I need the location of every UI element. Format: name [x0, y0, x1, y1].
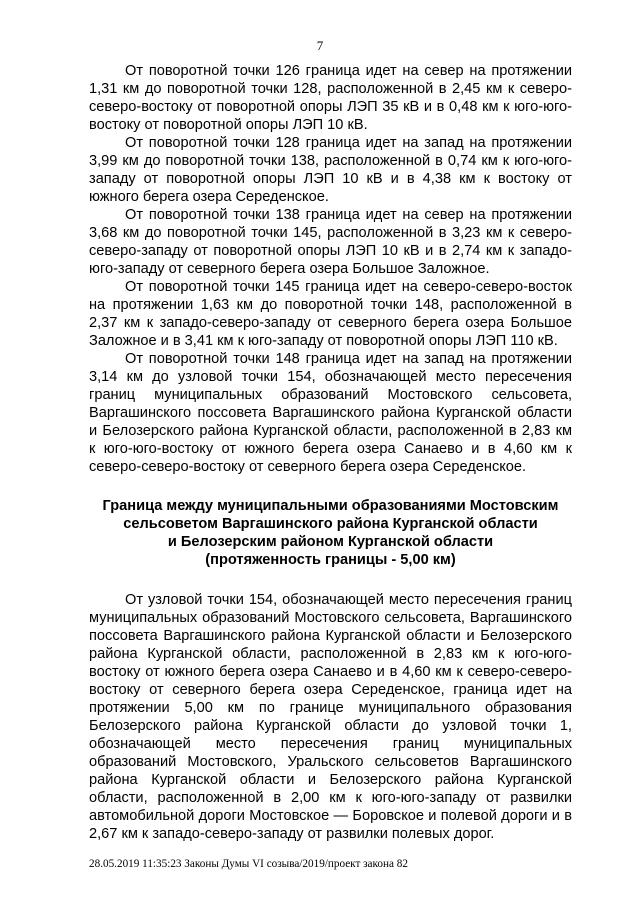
section-heading-line: сельсоветом Варгашинского района Курганской области — [123, 516, 538, 532]
paragraph: От поворотной точки 126 граница идет на север на протяжении 1,31 км до поворотной точки 128, расположенной в 2,45 км к северо-северо-востоку от поворотной опоры ЛЭП 35 кВ и в 0,48 км к юго-юго-востоку от поворотной опоры ЛЭП 10 кВ. — [89, 63, 572, 133]
paragraph: От поворотной точки 145 граница идет на северо-северо-восток на протяжении 1,63 км до поворотной точки 148, расположенной в 2,37 км к западо-северо-западу от северного берега озера Большое Заложное и в 3,41 км к юго-западу от поворотной опоры ЛЭП 110 кВ. — [89, 279, 572, 349]
section-heading-line: (протяженность границы - 5,00 км) — [205, 552, 456, 568]
section-heading-line: и Белозерским районом Курганской области — [167, 534, 494, 550]
paragraph: От поворотной точки 128 граница идет на запад на протяжении 3,99 км до поворотной точки 138, расположенной в 0,74 км к юго-юго-западу от поворотной опоры ЛЭП 10 кВ и в 4,38 км к востоку от южного берега озера Середенское. — [89, 135, 572, 205]
document-footer: 28.05.2019 11:35:23 Законы Думы VI созыва/2019/проект закона 82 — [89, 858, 408, 870]
page-number: 7 — [316, 38, 324, 53]
section-heading — [89, 497, 572, 569]
document-body — [89, 62, 572, 843]
paragraph: От поворотной точки 138 граница идет на север на протяжении 3,68 км до поворотной точки 145, расположенной в 3,23 км к северо-северо-западу от поворотной опоры ЛЭП 10 кВ и в 2,74 км к западо-юго-западу от северного берега озера Большое Заложное. — [89, 207, 572, 277]
paragraph: От узловой точки 154, обозначающей место пересечения границ муниципальных образований Мостовского сельсовета, Варгашинского поссовета Варгашинского района Курганской области и Белозерского района Курганской области, расположенной в 2,83 км к юго-юго-востоку от южного берега озера Санаево и в 4,60 км к северо-северо-востоку от северного берега озера Середенское, граница идет на протяжении 5,00 км по границе муниципального образования Белозерского района Курганской области до узловой точки 1, обозначающей место пересечения границ муниципальных образований Мостовского, Уральского сельсоветов Варгашинского района Курганской области и Белозерского района Курганской области, расположенной в 2,00 км к юго-юго-западу от развилки автомобильной дороги Мостовское — Боровское и полевой дороги и в 2,67 км к западо-северо-западу от развилки полевых дорог. — [89, 592, 572, 842]
paragraph: От поворотной точки 148 граница идет на запад на протяжении 3,14 км до узловой точки 154, обозначающей место пересечения границ муниципальных образований Мостовского сельсовета, Варгашинского поссовета Варгашинского района Курганской области и Белозерского района Курганской области, расположенной в 2,83 км к юго-юго-востоку от южного берега озера Санаево и в 4,60 км к северо-северо-востоку от северного берега озера Середенское. — [89, 351, 572, 475]
section-heading-line: Граница между муниципальными образованиями Мостовским — [102, 498, 559, 514]
